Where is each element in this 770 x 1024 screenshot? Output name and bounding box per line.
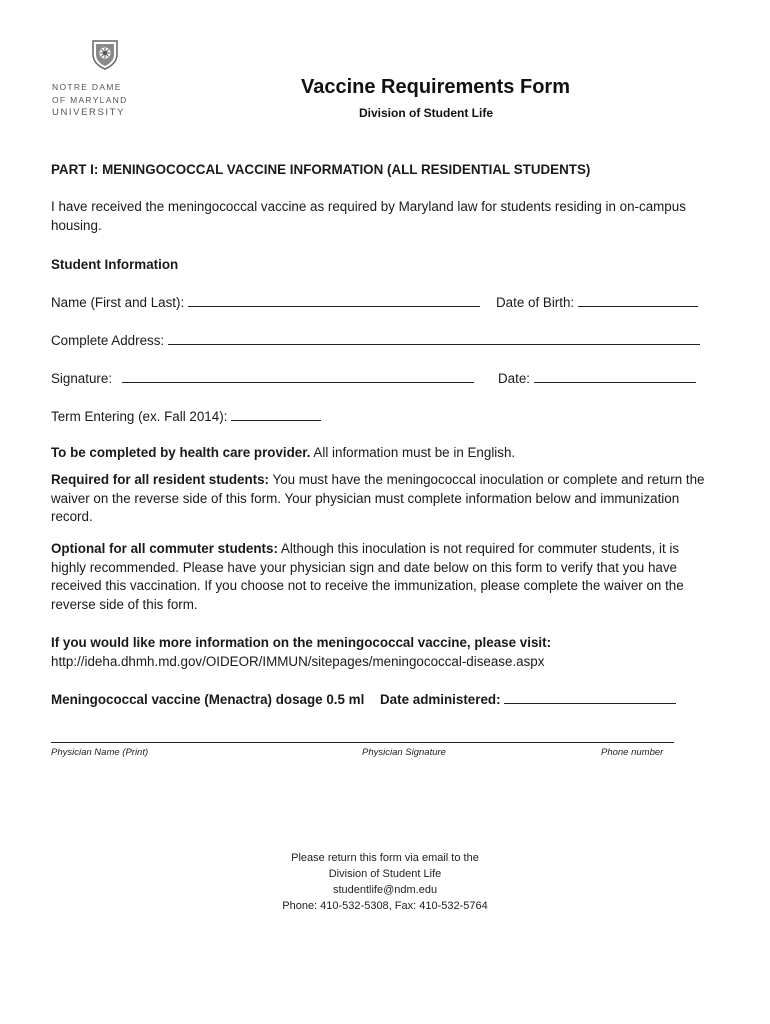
date-input-line[interactable] <box>534 369 696 383</box>
provider-lead-text: All information must be in English. <box>310 445 516 460</box>
info-url-link[interactable]: http://ideha.dhmh.md.gov/OIDEOR/IMMUN/sitepages/meningococcal-disease.aspx <box>51 654 545 669</box>
footer-line-1: Please return this form via email to the <box>291 852 479 864</box>
optional-paragraph <box>51 540 716 614</box>
date-administered-row <box>380 690 676 709</box>
provider-lead-bold: To be completed by health care provider. <box>51 445 311 460</box>
shield-crest-icon <box>90 38 120 70</box>
name-label: Name (First and Last): <box>51 295 185 310</box>
footer-phone-fax: Phone: 410-532-5308, Fax: 410-532-5764 <box>282 900 488 912</box>
physician-signature-line[interactable] <box>51 742 674 743</box>
date-label: Date: <box>498 371 531 386</box>
name-field-row <box>51 293 480 312</box>
term-field-row <box>51 407 321 426</box>
logo-text-line-3: UNIVERSITY <box>52 107 126 118</box>
physician-phone-caption: Phone number <box>601 747 664 758</box>
term-input-line[interactable] <box>231 407 321 421</box>
address-label: Complete Address: <box>51 333 165 348</box>
footer-email-link[interactable]: studentlife@ndm.edu <box>332 884 438 896</box>
date-administered-label: Date administered: <box>380 692 501 707</box>
optional-text: Although this inoculation is not required for commuter students, it is highly recommended. Please have your physician sign and date below on this form to verify that you have received this vaccination. If you choose not to receive the immunization, please complete the waiver on the reverse side of this form. <box>51 541 684 612</box>
logo-text-line-1: NOTRE DAME <box>52 82 122 92</box>
signature-field-row <box>51 369 474 388</box>
info-heading: If you would like more information on the meningococcal vaccine, please visit: <box>51 635 552 650</box>
dob-input-line[interactable] <box>578 293 698 307</box>
name-input-line[interactable] <box>188 293 480 307</box>
date-field-row <box>498 369 696 388</box>
logo-text-line-2: OF MARYLAND <box>52 95 128 105</box>
footer-line-2: Division of Student Life <box>328 868 442 880</box>
provider-lead <box>51 444 716 463</box>
signature-input-line[interactable] <box>122 369 474 383</box>
address-input-line[interactable] <box>168 331 700 345</box>
return-instructions <box>250 850 520 914</box>
required-paragraph <box>51 471 716 527</box>
dosage-label: Meningococcal vaccine (Menactra) dosage 0.5 ml <box>51 692 365 707</box>
dob-label: Date of Birth: <box>496 295 575 310</box>
page-title: Vaccine Requirements Form <box>301 76 570 98</box>
student-info-heading: Student Information <box>51 257 179 272</box>
optional-bold: Optional for all commuter students: <box>51 541 278 556</box>
physician-name-caption: Physician Name (Print) <box>51 747 149 758</box>
signature-label: Signature: <box>51 371 113 386</box>
date-administered-input-line[interactable] <box>504 690 676 704</box>
part1-heading: PART I: MENINGOCOCCAL VACCINE INFORMATION (ALL RESIDENTIAL STUDENTS) <box>51 162 591 177</box>
term-label: Term Entering (ex. Fall 2014): <box>51 409 228 424</box>
part1-statement: I have received the meningococcal vaccine as required by Maryland law for students residing in on-campus housing. <box>51 199 686 233</box>
address-field-row <box>51 331 700 350</box>
required-bold: Required for all resident students: <box>51 472 270 487</box>
page-subtitle: Division of Student Life <box>359 106 493 120</box>
dob-field-row <box>496 293 698 312</box>
physician-signature-caption: Physician Signature <box>362 747 446 758</box>
required-text: You must have the meningococcal inoculation or complete and return the waiver on the reverse side of this form. Your physician must complete information below and immunization record. <box>51 472 705 525</box>
